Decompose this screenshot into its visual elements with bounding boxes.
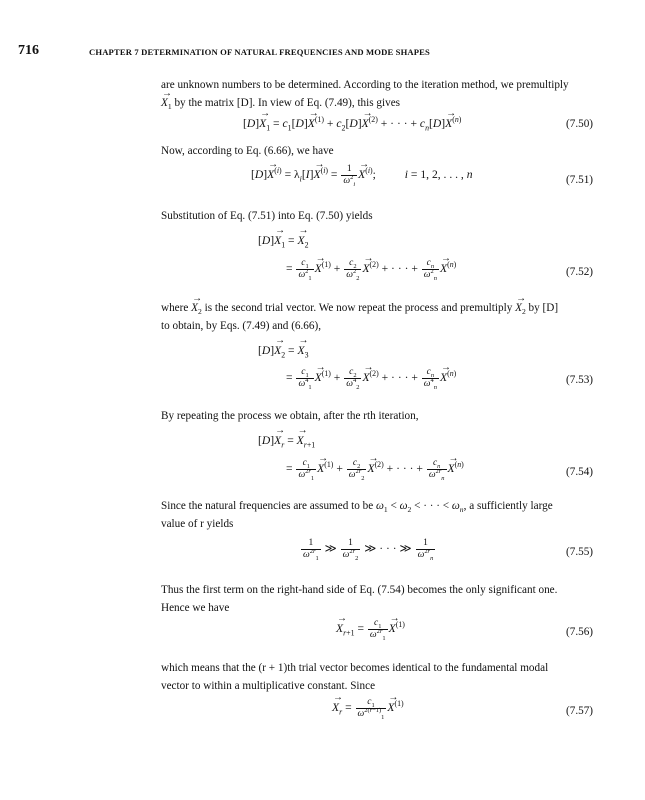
paragraph-text: are unknown numbers to be determined. According to the iteration method, we premultiply — [161, 79, 569, 91]
paragraph-text: Now, according to Eq. (6.66), we have — [161, 145, 334, 157]
paragraph-text: to obtain, by Eqs. (7.49) and (6.66), — [161, 320, 322, 332]
paragraph-text: which means that the (r + 1)th trial vector becomes identical to the fundamental modal — [161, 662, 549, 674]
paragraph-significant-term — [161, 581, 601, 617]
equation-7-51: $[D]\to X^{(i)} = \lambda_i[I]\to X^{(i)}$ = $\frac{1}{\omega^2_i}$ → $X^{(i)}$; i = 1, 2, . . . , n — [251, 164, 473, 187]
equation-7-56: → $X_{r+1}$ = $\frac{c_1}{\omega^{2r}_1}$ → $X^{(1)}$ — [336, 618, 405, 641]
paragraph-intro: are unknown numbers to be determined. According to the iteration method, we premultiply → $X_1$ by the matrix [D]. In view of Eq. (7.49), this gives — [161, 76, 601, 112]
equation-7-54-line1: $[D]\to X_r$ = → $X_{r+1}$ — [258, 434, 315, 447]
equation-7-55: $\frac{1}{\omega^{2r}_1}$ ≫ $\frac{1}{\omega^{2r}_2}$ ≫ · · · ≫ $\frac{1}{\omega^{2r}_n}$ — [303, 538, 434, 562]
equation-7-53-line2: = $\frac{c_1}{\omega^4_1}$ → $X^{(1)}$ + $\frac{c_2}{\omega^4_2}$ → $X^{(2)}$ + · · · + $\frac{c_n}{\omega^4_n}$ → $X^{(n)}$ — [286, 367, 456, 390]
equation-7-57: → $X_r$ = $\frac{c_1}{\omega^{2(r-1)}_1}$ → $X^{(1)}$ — [332, 697, 404, 720]
equation-7-52-line2: = $\frac{c_1}{\omega^2_1}$ → $X^{(1)}$ + $\frac{c_2}{\omega^2_2}$ → $X^{(2)}$ + · · · + $\frac{c_n}{\omega^2_n}$ → $X^{(n)}$ — [286, 258, 456, 281]
page-number: 716 — [18, 43, 39, 58]
paragraph-text: by the matrix [D]. In view of Eq. (7.49), this gives — [174, 97, 401, 109]
paragraph-fundamental-mode — [161, 659, 601, 695]
equation-7-53-line1: $[D]\to X_2$ = → $X_3$ — [258, 344, 309, 357]
equation-7-52-line1: $[D]\to X_1$ = → $X_2$ — [258, 234, 309, 247]
equation-number: (7.53) — [566, 374, 594, 386]
paragraph-text: Substitution of Eq. (7.51) into Eq. (7.50) yields — [161, 210, 373, 222]
paragraph-text: by [D] — [528, 302, 559, 314]
paragraph-trial-vector: where → $X_2$ is the second trial vector. We now repeat the process and premultiply → $X_2$ by [D] to obtain, by Eqs. (7.49) and (6.66), — [161, 299, 601, 335]
equation-7-54-line2: = $\frac{c_1}{\omega^{2r}_1}$ → $X^{(1)}$ + $\frac{c_2}{\omega^{2r}_2}$ → $X^{(2)}$ + · · · + $\frac{c_n}{\omega^{2r}_n}$ → $X^{(n)}$ — [286, 458, 464, 481]
equation-number: (7.55) — [566, 546, 594, 558]
paragraph-text: Hence we have — [161, 602, 230, 614]
paragraph-text: vector to within a multiplicative constant. Since — [161, 680, 376, 692]
equation-number: (7.54) — [566, 466, 594, 478]
paragraph-text: value of r yields — [161, 518, 234, 530]
paragraph-text: is the second trial vector. We now repeat the process and premultiply — [204, 302, 513, 314]
equation-number: (7.57) — [566, 705, 594, 717]
equation-number: (7.52) — [566, 266, 594, 278]
paragraph-text: Thus the first term on the right-hand side of Eq. (7.54) becomes the only significant one. — [161, 584, 558, 596]
equation-number: (7.51) — [566, 174, 594, 186]
equation-number: (7.56) — [566, 626, 594, 638]
paragraph-text: a sufficiently large — [469, 500, 553, 512]
equation-number: (7.50) — [566, 118, 594, 130]
paragraph-text: By repeating the process we obtain, after the rth iteration, — [161, 410, 419, 422]
equation-7-50: $[D]\to X_1 = c_1[D]\to X^{(1)} + c_2[D]\to X^{(2)}$ + · · · + $c_n[D]\to X^{(n)}$ — [243, 117, 461, 130]
paragraph-text: where — [161, 302, 189, 314]
paragraph-text: Since the natural frequencies are assumed to be — [161, 500, 374, 512]
running-title: CHAPTER 7 DETERMINATION OF NATURAL FREQUENCIES AND MODE SHAPES — [89, 47, 430, 57]
paragraph-frequencies: Since the natural frequencies are assumed to be $\omega_1 < \omega_2$ < · · · < $\omega_n$, a sufficiently large value of r yields — [161, 500, 553, 530]
